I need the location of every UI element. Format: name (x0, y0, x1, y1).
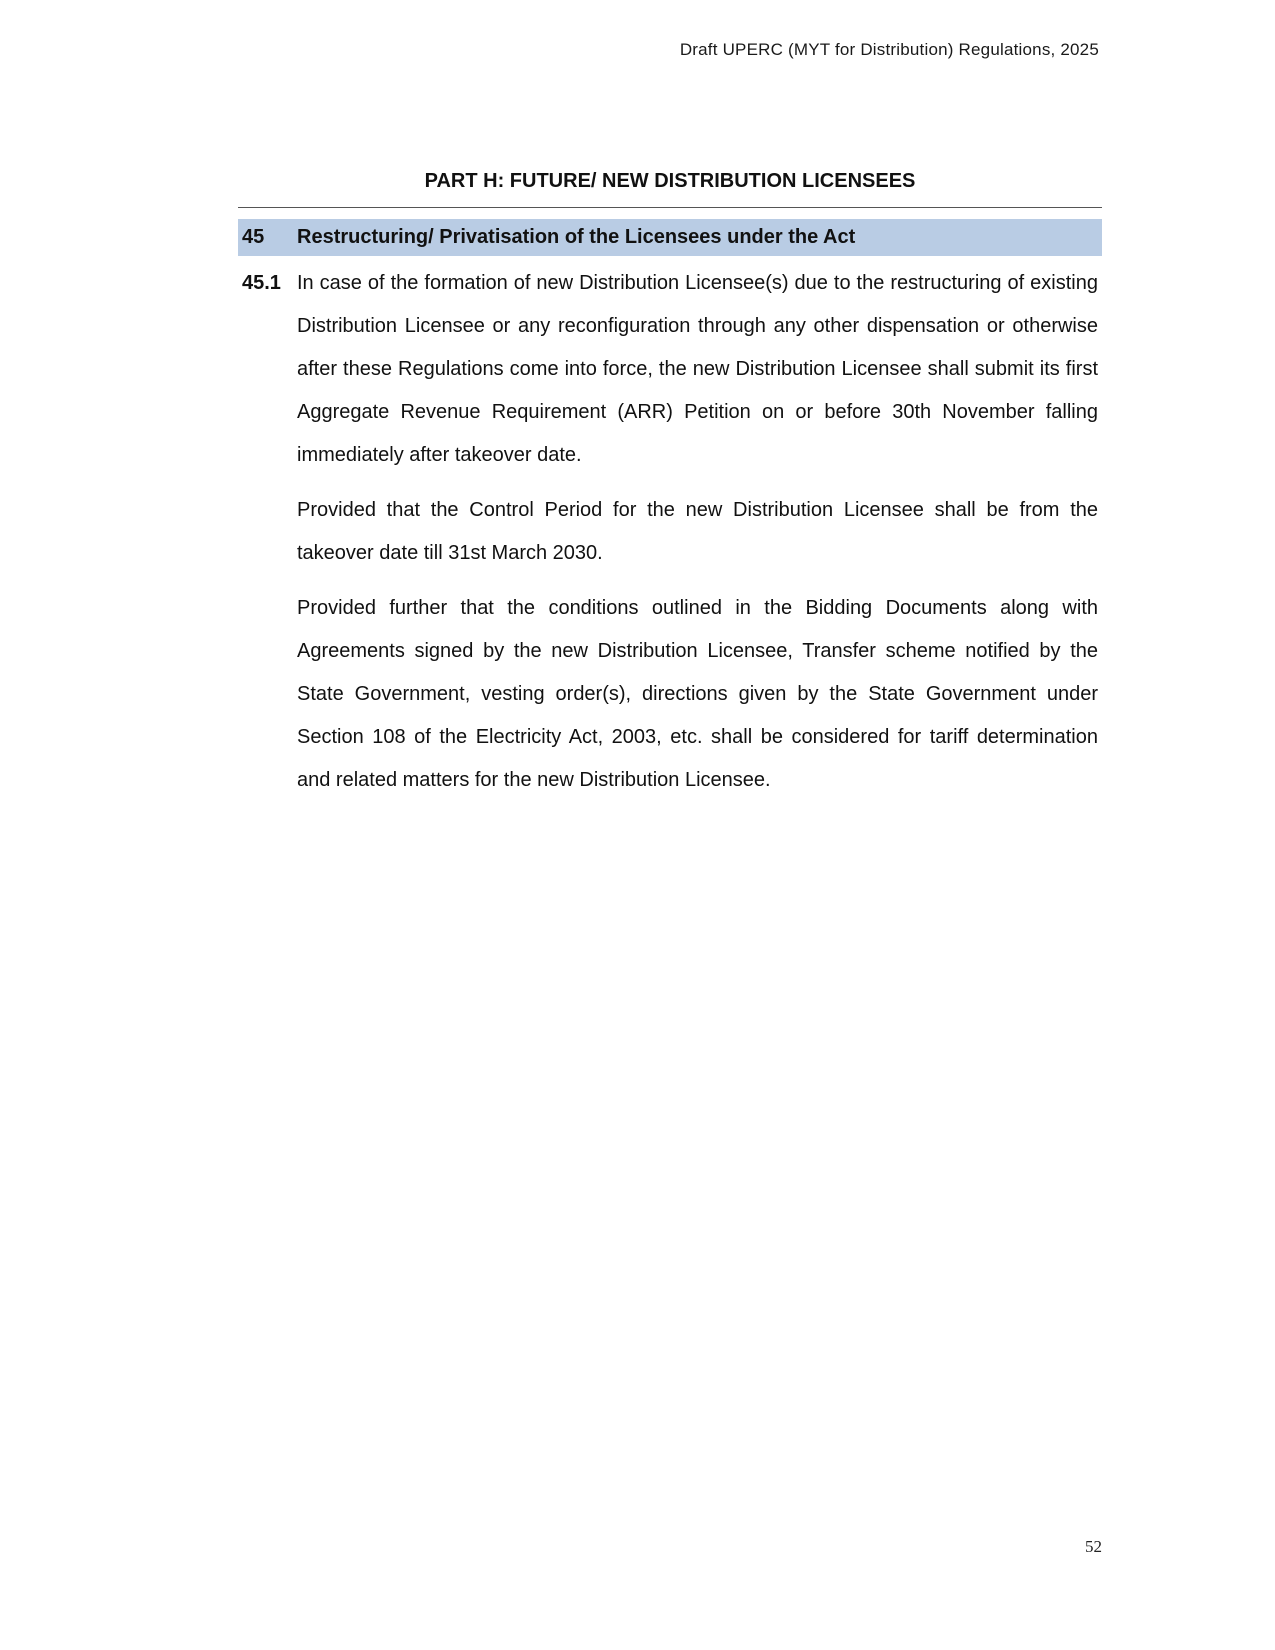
proviso-paragraph: Provided that the Control Period for the new Distribution Licensee shall be from the takeover date till 31st March 2030. (297, 499, 1098, 564)
running-header: Draft UPERC (MYT for Distribution) Regulations, 2025 (679, 40, 1099, 59)
part-title: PART H: FUTURE/ NEW DISTRIBUTION LICENSEES (424, 170, 916, 192)
clause-paragraph: In case of the formation of new Distribution Licensee(s) due to the restructuring of existing Distribution Licensee or any reconfiguration through any other dispensation or otherwise after these Regulations come into force, the new Distribution Licensee shall submit its first Aggregate Revenue Requirement (ARR) Petition on or before 30th November falling immediately after takeover date. (297, 272, 1098, 466)
section-heading (238, 219, 1102, 256)
section-number: 45 (242, 226, 265, 248)
proviso-paragraph: Provided further that the conditions outlined in the Bidding Documents along with Agreements signed by the new Distribution Licensee, Transfer scheme notified by the State Government, vesting order(s), directions given by the State Government under Section 108 of the Electricity Act, 2003, etc. shall be considered for tariff determination and related matters for the new Distribution Licensee. (297, 597, 1098, 791)
clause-45-1 (238, 262, 1102, 814)
clause-body (297, 262, 1098, 814)
part-divider (238, 207, 1102, 208)
section-title: Restructuring/ Privatisation of the Licensees under the Act (297, 226, 856, 248)
page-number: 52 (1085, 1537, 1102, 1556)
clause-number: 45.1 (242, 272, 281, 294)
